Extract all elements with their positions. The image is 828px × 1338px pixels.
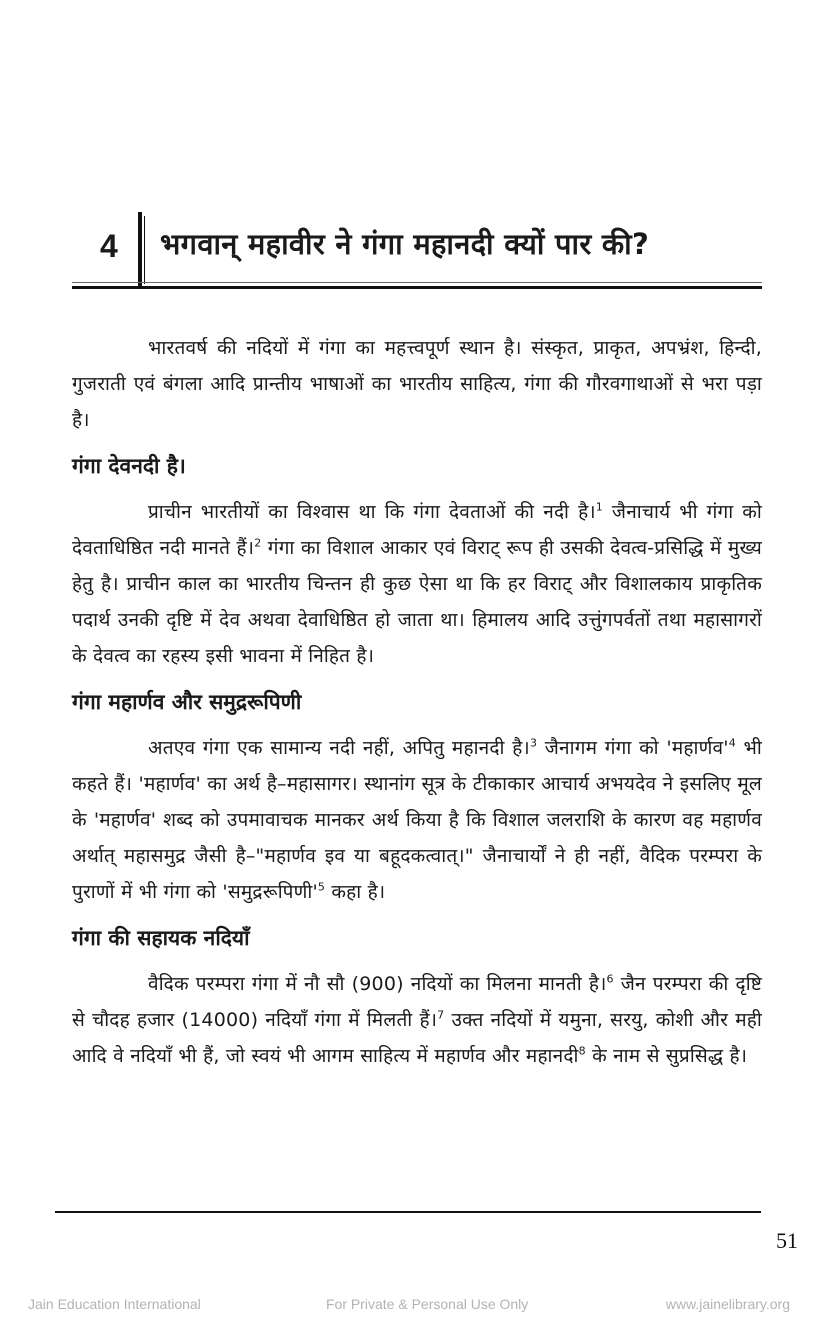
header-rule: [72, 286, 762, 289]
section-heading-tributaries: गंगा की सहायक नदियाँ: [72, 926, 250, 950]
footnote-ref: 5: [317, 880, 326, 894]
page-body: [72, 330, 762, 1074]
section-heading-maharnav: गंगा महार्णव और समुद्ररूपिणी: [72, 690, 302, 714]
chapter-divider-bar: [138, 212, 142, 287]
footnote-ref: 8: [578, 1044, 586, 1058]
footnote-ref: 2: [254, 536, 262, 550]
header-rule-thin: [72, 282, 762, 283]
footer-publisher: Jain Education International: [28, 1296, 201, 1312]
footnote-ref: 1: [595, 500, 603, 514]
section-paragraph-tributaries: वैदिक परम्परा गंगा में नौ सौ (900) नदियों का मिलना मानती है।$^6$ जैन परम्परा की दृष्टि से चौदह हजार (14000) नदियाँ गंगा में मिलती हैं।$^7$ उक्त नदियों में यमुना, सरयु, कोशी और मही आदि वे नदियाँ भी हैं, जो स्वयं भी आगम साहित्य में महार्णव और महानदी$^8$ के नाम से सुप्रसिद्ध है।: [72, 972, 762, 1067]
chapter-number: 4: [100, 228, 118, 264]
section-paragraph-devnadi: प्राचीन भारतीयों का विश्वास था कि गंगा देवताओं की नदी है।$^1$ जैनाचार्य भी गंगा को देवताधिष्ठित नदी मानते हैं।$^2$ गंगा का विशाल आकार एवं विराट् रूप ही उसकी देवत्व-प्रसिद्धि में मुख्य हेतु है। प्राचीन काल का भारतीय चिन्तन ही कुछ ऐसा था कि हर विराट् और विशालकाय प्राकृतिक पदार्थ उनकी दृष्टि में देव अथवा देवाधिष्ठित हो जाता था। हिमालय आदि उत्तुंगपर्वतों तथा महासागरों के देवत्व का रहस्य इसी भावना में निहित है।: [72, 500, 762, 667]
section-heading-devnadi: गंगा देवनदी है।: [72, 454, 186, 478]
intro-paragraph: भारतवर्ष की नदियों में गंगा का महत्त्वपूर्ण स्थान है। संस्कृत, प्राकृत, अपभ्रंश, हिन्दी, गुजराती एवं बंगला आदि प्रान्तीय भाषाओं का भारतीय साहित्य, गंगा की गौरवगाथाओं से भरा पड़ा है।: [72, 337, 762, 431]
chapter-header: [72, 212, 762, 292]
chapter-title: भगवान् महावीर ने गंगा महानदी क्यों पार की?: [160, 227, 650, 261]
page-number: 51: [776, 1228, 798, 1253]
footnote-rule: [55, 1211, 761, 1213]
footnote-ref: 7: [437, 1008, 445, 1022]
footnote-ref: 4: [728, 736, 736, 750]
footnote-ref: 6: [606, 972, 614, 986]
footnote-ref: 3: [529, 736, 538, 750]
footer-website-link[interactable]: www.jainelibrary.org: [665, 1296, 790, 1312]
chapter-divider-bar-thin: [144, 216, 145, 284]
section-paragraph-maharnav: अतएव गंगा एक सामान्य नदी नहीं, अपितु महानदी है।$^3$ जैनागम गंगा को 'महार्णव'$^4$ भी कहते हैं। 'महार्णव' का अर्थ है–महासागर। स्थानांग सूत्र के टीकाकार आचार्य अभयदेव ने इसलिए मूल के 'महार्णव' शब्द को उपमावाचक मानकर अर्थ किया है कि विशाल जलराशि के कारण वह महार्णव अर्थात् महासमुद्र जैसी है–"महार्णव इव या बहूदकत्वात्।" जैनाचार्यों ने ही नहीं, वैदिक परम्परा के पुराणों में भी गंगा को 'समुद्ररूपिणी'$^5$ कहा है।: [72, 736, 763, 903]
footer-usage-note: For Private & Personal Use Only: [326, 1296, 529, 1312]
